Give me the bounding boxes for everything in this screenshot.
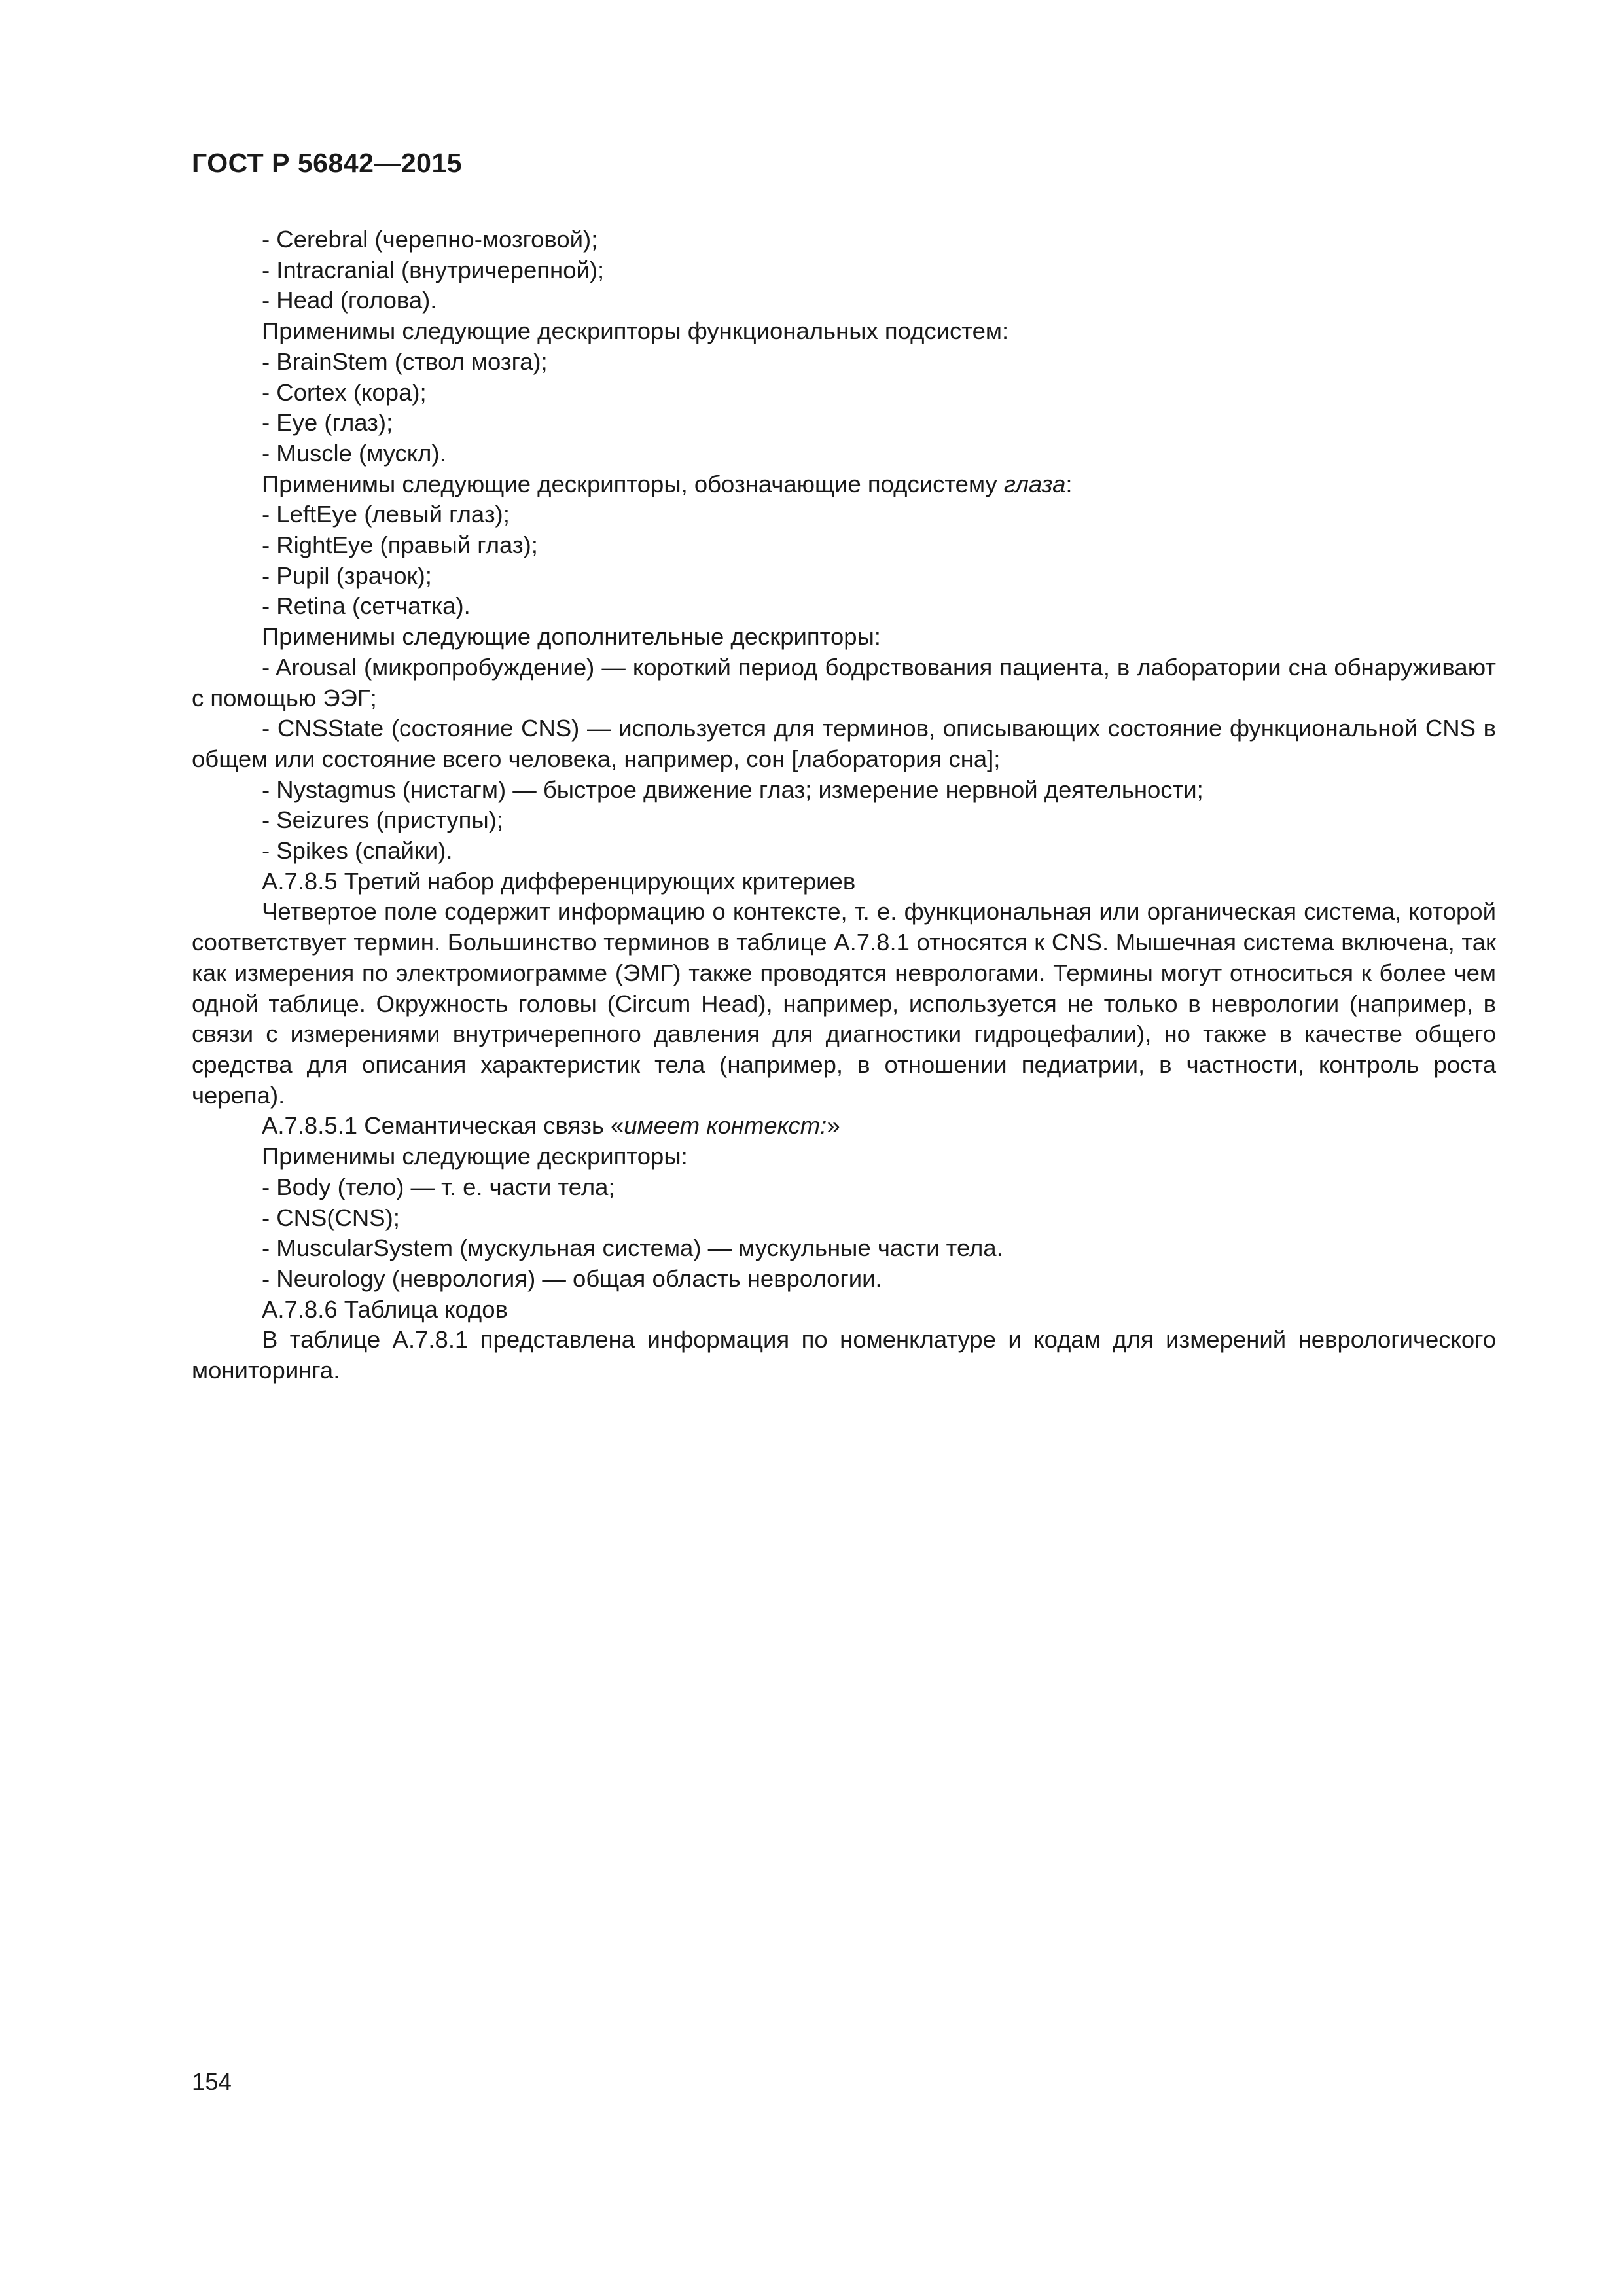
page-number: 154 [192, 2068, 232, 2095]
list-item: - Head (голова). [262, 287, 437, 314]
list-item: - Pupil (зрачок); [262, 562, 432, 589]
heading-text: А.7.8.5.1 Семантическая связь « [262, 1112, 624, 1139]
document-id-header: ГОСТ Р 56842—2015 [192, 148, 463, 178]
emphasis-text: имеет контекст: [624, 1112, 827, 1139]
section-heading [192, 1111, 1496, 1141]
list-item: - Intracranial (внутричерепной); [262, 256, 605, 283]
list-item: - MuscularSystem (мускульная система) — мускульные части тела. [262, 1234, 1003, 1262]
emphasis-text: глаза [1003, 470, 1066, 497]
paragraph: Четвертое поле содержит информацию о контексте, т. е. функциональная или органическая система, которой соответствует термин. Большинство терминов в таблице А.7.8.1 относятся к CNS. Мышечная система включена, так как измерения по электромиограмме (ЭМГ) также проводятся неврологами. Термины могут относиться к более чем одной таблице. Окружность головы (Circum Head), например, используется не только в неврологии (например, в связи с измерениями внутричерепного давления для диагностики гидроцефалии), но также в качестве общего средства для описания характеристик тела (например, в отношении педиатрии, в частности, контроль роста черепа). [192, 898, 1496, 1109]
list-item: - Neurology (неврология) — общая область неврологии. [262, 1265, 882, 1292]
main-text [192, 224, 1496, 1386]
list-item: - Muscle (мускл). [262, 439, 446, 467]
paragraph: Применимы следующие дескрипторы: [262, 1143, 688, 1170]
list-item: - Nystagmus (нистагм) — быстрое движение глаз; измерение нервной деятельности; [262, 776, 1204, 803]
list-item: - LeftEye (левый глаз); [262, 501, 510, 528]
paragraph-text: Применимы следующие дескрипторы, обозначающие подсистему [262, 470, 1004, 497]
list-item: - Seizures (приступы); [262, 806, 503, 834]
heading-text: » [827, 1112, 840, 1139]
paragraph: В таблице А.7.8.1 представлена информация по номенклатуре и кодам для измерений неврологического мониторинга. [192, 1326, 1496, 1384]
section-heading: А.7.8.6 Таблица кодов [262, 1295, 508, 1323]
list-item: - Arousal (микропробуждение) — короткий период бодрствования пациента, в лаборатории сна обнаруживают с помощью ЭЭГ; [192, 653, 1496, 711]
section-heading: А.7.8.5 Третий набор дифференцирующих критериев [262, 867, 856, 895]
list-item: - Spikes (спайки). [262, 837, 453, 865]
paragraph: Применимы следующие дескрипторы функциональных подсистем: [262, 317, 1009, 345]
list-item: - Body (тело) — т. е. части тела; [262, 1173, 615, 1200]
list-item: - Eye (глаз); [262, 409, 393, 437]
list-item: - Cortex (кора); [262, 378, 427, 406]
list-item: - Cerebral (черепно-мозговой); [262, 226, 598, 253]
list-item: - CNS(CNS); [262, 1204, 400, 1231]
list-item: - BrainStem (ствол мозга); [262, 348, 548, 375]
list-item: - CNSState (состояние CNS) — используется для терминов, описывающих состояние функциональной CNS в общем или состояние всего человека, например, сон [лаборатория сна]; [192, 715, 1496, 772]
paragraph [192, 469, 1496, 500]
paragraph-text: : [1065, 470, 1073, 497]
paragraph: Применимы следующие дополнительные дескрипторы: [262, 623, 881, 651]
list-item: - Retina (сетчатка). [262, 592, 471, 620]
list-item: - RightEye (правый глаз); [262, 531, 538, 559]
